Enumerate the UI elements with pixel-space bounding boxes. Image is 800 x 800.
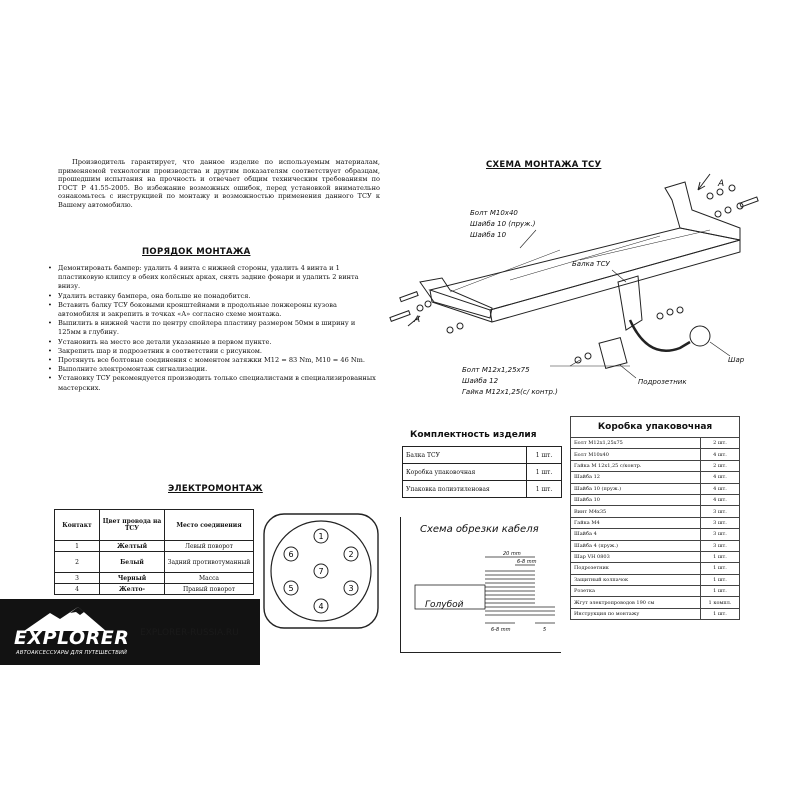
- table-row: [571, 529, 740, 540]
- table-row: [571, 574, 740, 585]
- table-cell: 4 шт.: [701, 483, 740, 494]
- table-cell: 1 шт.: [701, 563, 740, 574]
- table-cell: Задний противотуманный: [165, 552, 254, 573]
- right-bolt-set: [707, 185, 758, 217]
- table-row: [571, 608, 740, 619]
- kit-table: [402, 446, 562, 498]
- wiring-header: Контакт: [55, 510, 100, 541]
- label-washer10-spring: Шайба 10 (пруж.): [470, 220, 536, 228]
- assembly-steps: [46, 264, 378, 393]
- pin-number: 4: [318, 602, 324, 611]
- dim-68-top: 6-8 mm: [517, 559, 537, 565]
- table-cell: 1 шт.: [527, 481, 562, 498]
- cable-cut-diagram: [405, 545, 560, 645]
- table-cell: 4 шт.: [701, 472, 740, 483]
- label-beam: Балка ТСУ: [572, 260, 610, 268]
- table-row: [55, 573, 254, 584]
- pin-number: 5: [288, 584, 294, 593]
- table-row: [571, 506, 740, 517]
- table-cell: Желто-: [100, 584, 165, 595]
- tow-ball: [690, 326, 710, 346]
- pin-number: 1: [318, 532, 324, 541]
- table-row: [571, 460, 740, 471]
- assembly-title: ПОРЯДОК МОНТАЖА: [142, 247, 251, 257]
- pin-number: 3: [348, 584, 354, 593]
- table-cell: 1 шт.: [527, 464, 562, 481]
- socket-pin-diagram: [262, 512, 380, 630]
- table-cell: 3 шт.: [701, 506, 740, 517]
- table-row: [403, 447, 562, 464]
- label-washer12: Шайба 12: [462, 377, 499, 385]
- table-cell: 1 шт.: [701, 574, 740, 585]
- table-cell: Винт M4x35: [571, 506, 701, 517]
- package-table: [570, 416, 740, 620]
- kit-title: Комплектность изделия: [410, 430, 537, 440]
- point-a-arrow-right: [698, 174, 710, 190]
- left-bolt-set: [390, 292, 463, 333]
- table-cell: 3 шт.: [701, 517, 740, 528]
- table-row: [571, 438, 740, 449]
- assembly-step: • Демонтировать бампер: удалить 4 винта с нижней стороны, удалить 4 винта и 1 пластиковую клипсу в обеих колёсных арках, снять задние фонари и удалить 2 винта внизу.: [58, 264, 378, 292]
- table-row: [571, 494, 740, 505]
- table-cell: 2 шт.: [701, 460, 740, 471]
- table-row: [571, 586, 740, 597]
- table-cell: Желтый: [100, 541, 165, 552]
- table-cell: 2: [55, 552, 100, 573]
- assembly-step: • Удалить вставку бампера, она больше не понадобится.: [58, 292, 378, 301]
- intro-paragraph: Производитель гарантирует, что данное изделие по используемым материалам, применяемой технологии производства и другим показателям соответствует образцам, прошедшим испытания на прочность и отвечает общим техническим требованиям по ГОСТ Р 41.55-2005. Во избежание возможных ошибок, перед установкой внимательно ознакомьтесь с инструкцией по монтажу и возможностью применения данного ТСУ к Вашему автомобилю.: [58, 158, 380, 209]
- table-cell: 3 шт.: [701, 540, 740, 551]
- table-cell: Правый поворот: [165, 584, 254, 595]
- towbar-beam-face: [490, 240, 740, 322]
- table-row: [571, 551, 740, 562]
- table-cell: Балка ТСУ: [403, 447, 527, 464]
- label-ball: Шар: [728, 356, 745, 364]
- assembly-step: • Выполните электромонтаж сигнализации.: [58, 365, 378, 374]
- table-cell: Защитный колпачок: [571, 574, 701, 585]
- electro-title: ЭЛЕКТРОМОНТАЖ: [168, 484, 263, 494]
- table-cell: 1 шт.: [701, 586, 740, 597]
- wiring-header: Место соединения: [165, 510, 254, 541]
- dim-5: 5: [543, 627, 547, 633]
- brand-tagline: АВТОАКСЕССУАРЫ ДЛЯ ПУТЕШЕСТВИЙ: [16, 650, 128, 656]
- label-bolt-m10: Болт М10х40: [470, 209, 518, 217]
- table-cell: Жгут электропроводов 190 см: [571, 597, 701, 608]
- brand-site[interactable]: EXPLORER-RUSSIA.RU: [140, 628, 239, 638]
- towbar-mounting-diagram: [380, 170, 780, 410]
- table-cell: Белый: [100, 552, 165, 573]
- point-a-label: A: [718, 179, 725, 189]
- table-cell: Подрозетник: [571, 563, 701, 574]
- label-socket-holder: Подрозетник: [638, 378, 687, 386]
- right-bracket: [665, 182, 740, 240]
- table-cell: Шайба 10 (пруж.): [571, 483, 701, 494]
- table-row: [571, 517, 740, 528]
- table-row: [571, 449, 740, 460]
- pin-number: 2: [348, 550, 354, 559]
- table-row: [571, 540, 740, 551]
- table-cell: 1 шт.: [527, 447, 562, 464]
- table-cell: Инструкция по монтажу: [571, 608, 701, 619]
- table-cell: 2 шт.: [701, 438, 740, 449]
- table-cell: Левый поворот: [165, 541, 254, 552]
- scheme-title: СХЕМА МОНТАЖА ТСУ: [486, 160, 602, 170]
- table-cell: Шайба 10: [571, 494, 701, 505]
- assembly-step: • Выпилить в нижней части по центру спойлера пластину размером 50мм в ширину и 125мм в глубину.: [58, 319, 378, 337]
- table-cell: Шар VH 0803: [571, 551, 701, 562]
- table-cell: Болт M10x40: [571, 449, 701, 460]
- hook-neck: [630, 320, 690, 351]
- table-row: [403, 481, 562, 498]
- wiring-header: Цвет провода на ТСУ: [100, 510, 165, 541]
- dim-68-bottom: 6-8 mm: [491, 627, 511, 633]
- table-cell: 1: [55, 541, 100, 552]
- table-cell: Болт M12x1,25x75: [571, 438, 701, 449]
- assembly-step: • Установку ТСУ рекомендуется производить только специалистами в специализированных мастерских.: [58, 374, 378, 392]
- cable-wires: [485, 571, 555, 615]
- brand-name: EXPLORER: [14, 627, 130, 649]
- table-cell: Упаковка полиэтиленовая: [403, 481, 527, 498]
- table-row: [55, 552, 254, 573]
- table-cell: Шайба 4: [571, 529, 701, 540]
- table-row: [55, 541, 254, 552]
- dim-20: 20 mm: [503, 551, 521, 557]
- assembly-step: • Вставить балку ТСУ боковыми кронштейнами в продольные лонжероны кузова автомобиля и закрепить в точках «А» согласно схеме монтажа.: [58, 301, 378, 319]
- table-cell: 4: [55, 584, 100, 595]
- table-cell: Розетка: [571, 586, 701, 597]
- table-cell: Шайба 12: [571, 472, 701, 483]
- table-cell: Гайка M4: [571, 517, 701, 528]
- table-cell: Коробка упаковочная: [403, 464, 527, 481]
- point-a-label: A: [414, 315, 421, 325]
- table-row: [571, 472, 740, 483]
- table-cell: 3 шт.: [701, 529, 740, 540]
- table-cell: 1 компл.: [701, 597, 740, 608]
- assembly-step: • Закрепить шар и подрозетник в соответствии с рисунком.: [58, 347, 378, 356]
- table-cell: 3: [55, 573, 100, 584]
- assembly-step: • Установить на место все детали указанные в первом пункте.: [58, 338, 378, 347]
- wiring-table: [54, 509, 254, 595]
- table-cell: 1 шт.: [701, 608, 740, 619]
- table-row: [403, 464, 562, 481]
- cable-scheme-title: Схема обрезки кабеля: [420, 524, 539, 535]
- table-cell: Гайка М 12x1,25 с/контр.: [571, 460, 701, 471]
- table-cell: 4 шт.: [701, 494, 740, 505]
- table-row: [571, 597, 740, 608]
- table-cell: Шайба 4 (пруж.): [571, 540, 701, 551]
- table-cell: Черный: [100, 573, 165, 584]
- table-cell: 1 шт.: [701, 551, 740, 562]
- towbar-beam: [430, 228, 740, 310]
- pin-number: 6: [288, 550, 294, 559]
- table-cell: 4 шт.: [701, 449, 740, 460]
- wire-label-blue: Голубой: [425, 600, 464, 610]
- label-washer10: Шайба 10: [470, 231, 507, 239]
- socket-holder-plate: [599, 338, 627, 369]
- table-row: [571, 483, 740, 494]
- label-nut-m12: Гайка М12х1,25(с/ контр.): [462, 388, 558, 396]
- package-title: Коробка упаковочная: [571, 417, 740, 438]
- table-row: [55, 584, 254, 595]
- table-cell: Масса: [165, 573, 254, 584]
- assembly-step: • Протянуть все болтовые соединения с моментом затяжки М12 = 83 Nm, M10 = 46 Nm.: [58, 356, 378, 365]
- pin-number: 7: [318, 567, 324, 576]
- label-bolt-m12: Болт М12х1,25х75: [462, 366, 530, 374]
- table-row: [571, 563, 740, 574]
